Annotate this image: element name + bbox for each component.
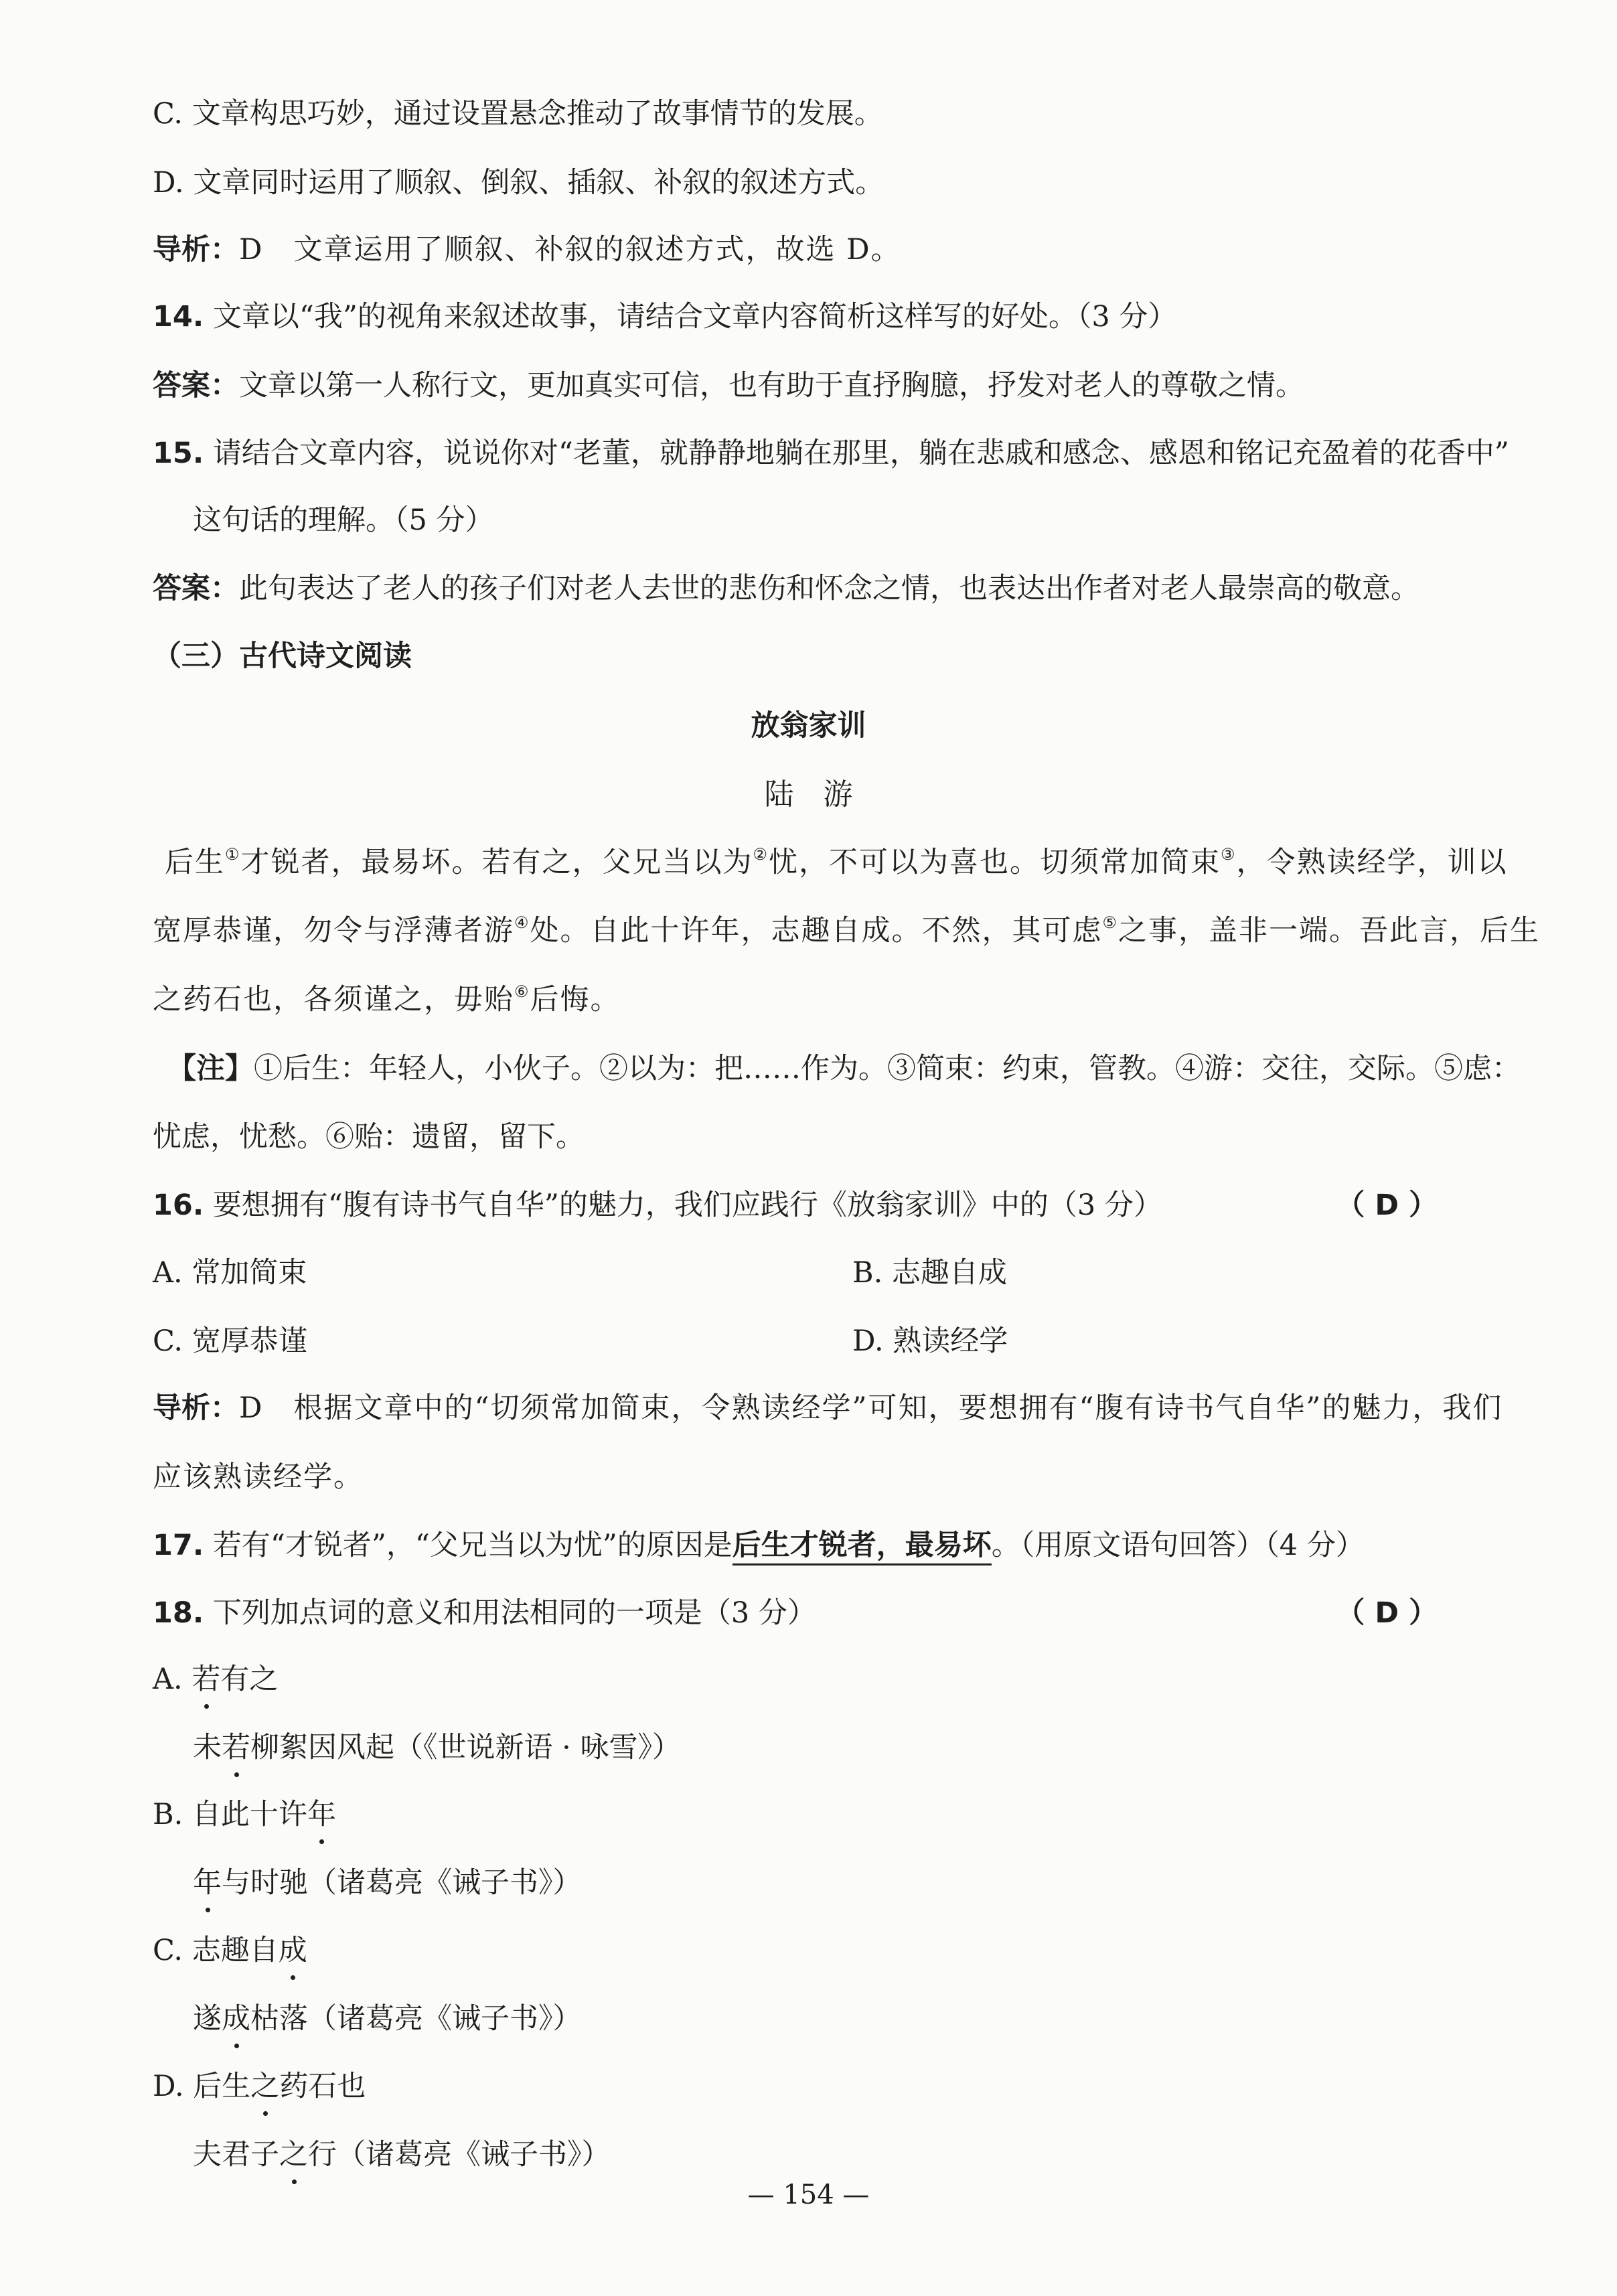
answer-text: 此句表达了老人的孩子们对老人去世的悲伤和怀念之情，也表达出作者对老人最崇高的敬意。 [239,572,1419,605]
option-label: C. [153,1934,192,1967]
q18-option-d-compare [193,2135,1438,2175]
answer-tag: 答案： [153,369,239,402]
footnote-mark: ⑤ [1102,913,1119,932]
option-a: A. 常加简束 [153,1256,307,1290]
passage-line-3 [153,980,1438,1020]
passage-text: 宽厚恭谨，勿令与浮薄者游 [153,914,514,947]
passage-line-2 [153,911,1541,951]
answer-underlined: 后生才锐者，最易坏 [733,1529,992,1565]
section-heading: （三）古代诗文阅读 [153,639,412,673]
option-label: B. [153,1798,192,1831]
q15-answer [153,568,1438,609]
dotted-word: 成 [222,1999,250,2039]
q18-option-c [153,1930,1438,1971]
dotted-word: 若 [191,1659,220,1699]
q18-option-b [153,1794,1438,1835]
q18-option-b-compare [193,1863,1438,1903]
footnote-mark: ④ [514,913,530,932]
q13-option-c: C. 文章构思巧妙，通过设置悬念推动了故事情节的发展。 [153,97,883,131]
notes-line-2: 忧虑，忧愁。⑥贻：遗留，留下。 [153,1120,585,1154]
option-text: 夫君子 [193,2138,279,2171]
option-text: 药石也 [279,2070,366,2103]
q16-analysis-cont: 应该熟读经学。 [153,1460,364,1494]
option-text: 志趣自 [191,1934,279,1967]
question-number: 16. [153,1189,204,1222]
passage-text: 后生 [165,846,225,879]
notes-tag: 【注】 [167,1052,254,1085]
notes-line-1 [167,1049,1521,1089]
option-text: 有之 [220,1663,279,1696]
dotted-word: 成 [279,1930,307,1971]
q18-option-a-compare [193,1728,1438,1768]
footnote-mark: ① [225,845,241,864]
poem-author: 陆 游 [764,777,853,812]
poem-title: 放翁家训 [751,709,866,743]
option-label: A. [153,1663,192,1696]
answer-choice: （ D ） [1336,1596,1438,1630]
passage-text: ，令熟读经学，训以 [1236,846,1508,879]
question-number: 18. [153,1596,204,1630]
q15-question-cont: 这句话的理解。（5 分） [193,504,494,537]
q16-options-row-1 [153,1253,1438,1293]
q16-analysis [153,1388,1503,1428]
passage-line-1 [165,842,1508,883]
option-d: D. 熟读经学 [852,1324,1008,1358]
question-text: 下列加点词的意义和用法相同的一项是（3 分） [212,1596,816,1630]
option-text: 柳絮因风起（《世说新语 · 咏雪》） [250,1731,682,1764]
passage-text: 后悔。 [530,983,621,1016]
passage-text: 之药石也，各须谨之，毋贻 [153,983,514,1016]
dotted-word: 年 [307,1794,336,1835]
option-text: 后生 [193,2070,251,2103]
footnote-mark: ⑥ [514,982,530,1001]
q18-question [153,1593,1438,1633]
passage-text: 之事，盖非一端。吾此言，后生 [1118,914,1541,947]
option-text: 未 [193,1731,222,1764]
dotted-word: 年 [193,1863,222,1903]
q15-question [153,433,1509,473]
q13-analysis [153,230,1438,270]
analysis-text: D 根据文章中的“切须常加简束，令熟读经学”可知，要想拥有“腹有诗书气自华”的魅力，我们 [239,1391,1503,1425]
q18-option-c-compare [193,1999,1438,2039]
analysis-text: D 文章运用了顺叙、补叙的叙述方式，故选 D。 [239,233,901,266]
option-text: 自此十许 [191,1798,307,1831]
page-number: — 154 — [747,2179,870,2210]
question-text: 文章以“我”的视角来叙述故事，请结合文章内容简析这样写的好处。（3 分） [212,300,1177,333]
analysis-tag: 导析： [153,1391,239,1425]
option-text: 与时驰（诸葛亮《诫子书》） [222,1866,582,1900]
notes-text: ①后生：年轻人，小伙子。②以为：把……作为。③简束：约束，管教。④游：交往，交际。⑤虑： [254,1052,1521,1085]
q13-option-d: D. 文章同时运用了顺叙、倒叙、插叙、补叙的叙述方式。 [153,166,884,200]
answer-tag: 答案： [153,572,239,605]
option-text: 遂 [193,2002,222,2036]
question-number: 14. [153,300,204,333]
q16-question [153,1185,1438,1225]
footnote-mark: ③ [1221,845,1237,864]
dotted-word: 之 [279,2135,308,2175]
option-label: D. [153,2070,194,2103]
passage-text: 忧，不可以为喜也。切须常加简束 [769,846,1221,879]
answer-text: 文章以第一人称行文，更加真实可信，也有助于直抒胸臆，抒发对老人的尊敬之情。 [239,369,1304,402]
q18-option-d [153,2066,1438,2107]
dotted-word: 若 [222,1728,250,1768]
q14-question [153,297,1438,337]
question-text: 要想拥有“腹有诗书气自华”的魅力，我们应践行《放翁家训》中的（3 分） [212,1189,1162,1222]
question-text: 请结合文章内容，说说你对“老董，就静静地躺在那里，躺在悲戚和感念、感恩和铭记充盈着的花香中” [212,437,1509,470]
option-text: 行（诸葛亮《诫子书》） [308,2138,611,2171]
dotted-word: 之 [250,2066,279,2107]
footnote-mark: ② [753,845,769,864]
q17-question [153,1525,1438,1565]
question-text: 若有“才锐者”，“父兄当以为忧”的原因是 [212,1529,733,1562]
passage-text: 处。自此十许年，志趣自成。不然，其可虑 [530,914,1103,947]
q16-options-row-2 [153,1321,1438,1361]
passage-text: 才锐者，最易坏。若有之，父兄当以为 [240,846,753,879]
q18-option-a [153,1659,1438,1699]
question-number: 15. [153,437,204,470]
q14-answer [153,366,1438,406]
option-c: C. 宽厚恭谨 [153,1324,307,1358]
option-b: B. 志趣自成 [852,1256,1007,1290]
question-text: 。（用原文语句回答）（4 分） [991,1529,1365,1562]
question-number: 17. [153,1529,204,1562]
answer-choice: （ D ） [1336,1189,1438,1222]
analysis-tag: 导析： [153,233,239,266]
option-text: 枯落（诸葛亮《诫子书》） [250,2002,582,2036]
